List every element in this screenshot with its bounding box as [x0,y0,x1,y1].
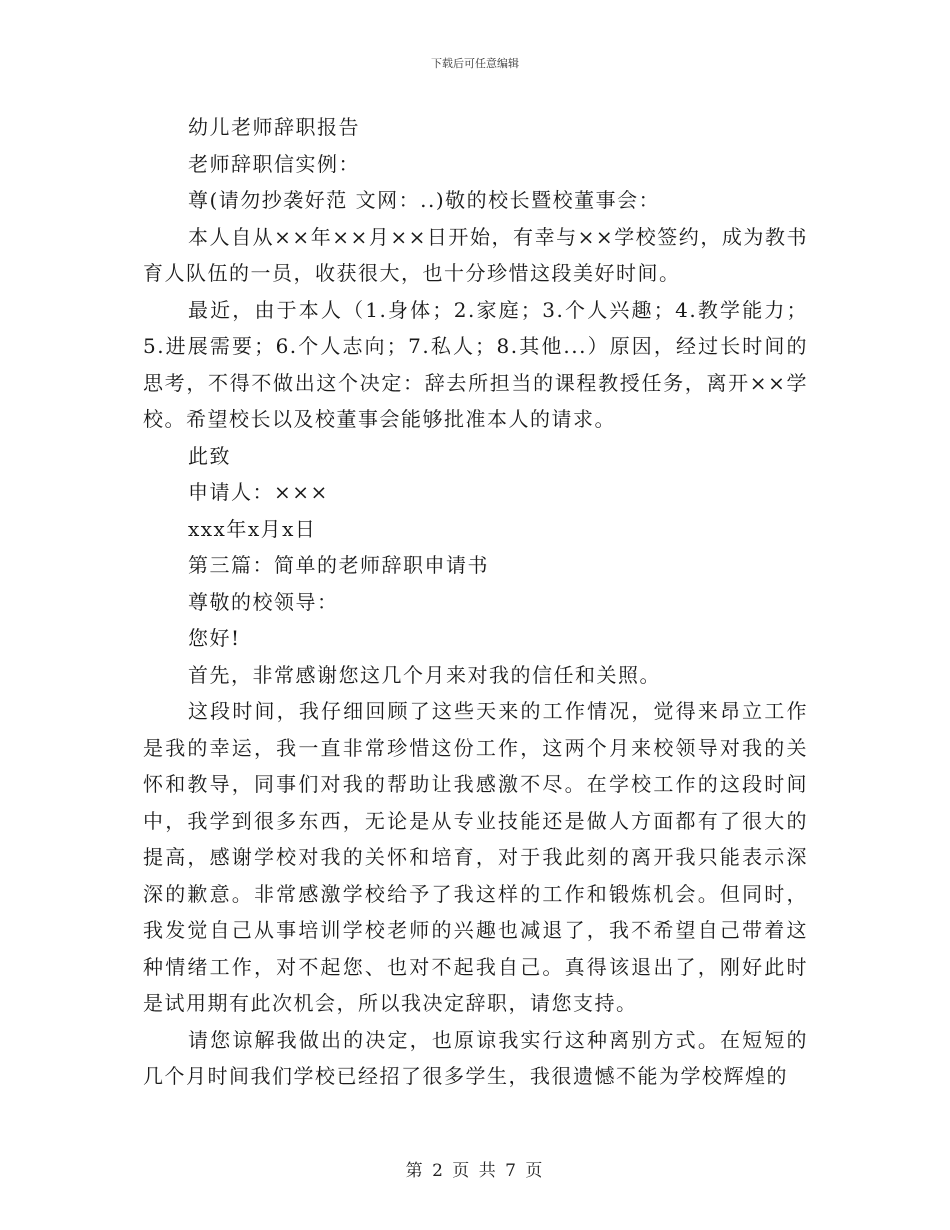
applicant-line: 申请人：××× [188,480,329,504]
paragraph: 请您谅解我做出的决定，也原谅我实行这种离别方式。在短短的几个月时间我们学校已经招了很多学生，我很遗憾不能为学校辉煌的 [143,1027,808,1088]
page-number: 第 2 页 共 7 页 [405,1161,545,1181]
salutation: 尊敬的校领导： [188,589,339,614]
header-note: 下载后可任意编辑 [431,57,519,70]
paragraph: 这段时间，我仔细回顾了这些天来的工作情况，觉得来昂立工作是我的幸运，我一直非常珍惜这份工作，这两个月来校领导对我的关怀和教导，同事们对我的帮助让我感激不尽。在学校工作的这段时间中，我学到很多东西，无论是从专业技能还是做人方面都有了很大的提高，感谢学校对我的关怀和培育，对于我此刻的离开我只能表示深深的歉意。非常感激学校给予了我这样的工作和锻炼机会。但同时，我发觉自己从事培训学校老师的兴趣也减退了，我不希望自己带着这种情绪工作，对不起您、也对不起我自己。真得该退出了，刚好此时是试用期有此次机会，所以我决定辞职，请您支持。 [143,699,808,1015]
greeting: 您好! [188,626,241,650]
date-line: xxx年x月x日 [188,516,317,541]
paragraph: 老师辞职信实例： [188,151,360,176]
document-title: 幼儿老师辞职报告 [188,115,360,139]
paragraph: 本人自从××年××月××日开始，有幸与××学校签约，成为教书育人队伍的一员，收获很大，也十分珍惜这段美好时间。 [143,224,808,285]
section-heading: 第三篇：简单的老师辞职申请书 [188,553,489,577]
salutation: 尊(请勿抄袭好范 文网：..)敬的校长暨校董事会： [188,188,661,212]
paragraph: 首先，非常感谢您这几个月来对我的信任和关照。 [188,662,661,687]
paragraph: 最近，由于本人（1.身体；2.家庭；3.个人兴趣；4.教学能力；5.进展需要；6.个人志向；7.私人；8.其他...）原因，经过长时间的思考，不得不做出这个决定：辞去所担当的课程教授任务，离开××学校。希望校长以及校董事会能够批准本人的请求。 [143,297,808,431]
closing: 此致 [188,443,231,468]
document-body [143,109,808,1095]
